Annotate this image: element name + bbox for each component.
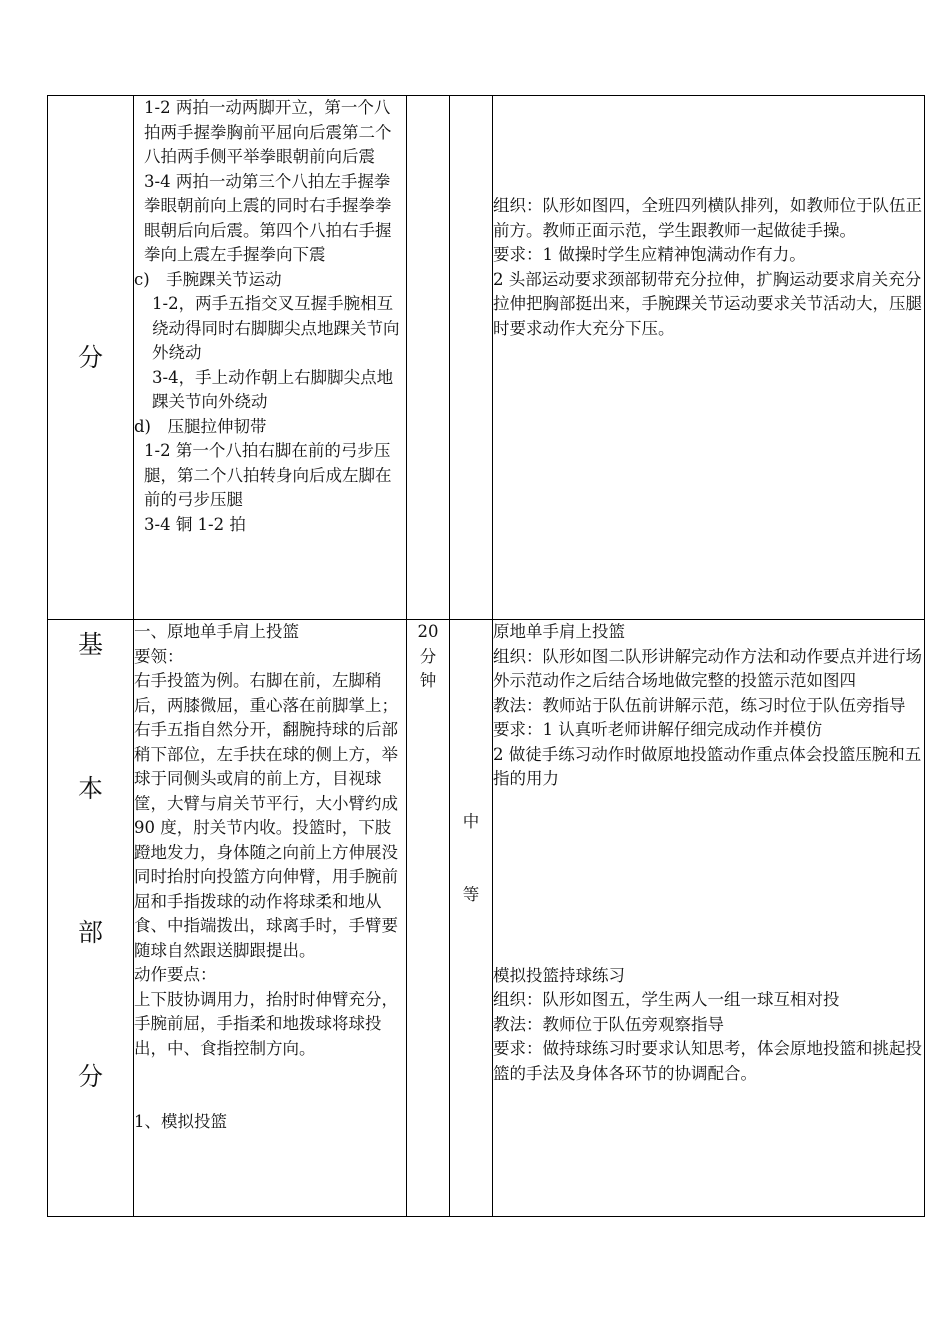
content-cell xyxy=(134,96,407,620)
content-line: 3-4 铜 1-2 拍 xyxy=(144,514,246,534)
org-line: 组织：队形如图五，学生两人一组一球互相对投 xyxy=(493,990,840,1009)
lesson-plan-table xyxy=(47,95,925,1217)
section-char: 基 xyxy=(77,630,103,659)
section-cell xyxy=(48,96,134,620)
content-line: 1-2，两手五指交叉互握手腕相互绕动得同时右脚脚尖点地踝关节向外绕动 xyxy=(152,294,400,362)
table-row xyxy=(48,96,925,620)
section-char: 分 xyxy=(77,1062,103,1091)
time-value: 20 xyxy=(417,622,439,641)
org-line: 教法：教师位于队伍旁观察指导 xyxy=(493,1014,724,1034)
content-cell xyxy=(134,620,407,1217)
content-line: 3-4，手上动作朝上右脚脚尖点地踝关节向外绕动 xyxy=(152,367,394,411)
section-char: 本 xyxy=(77,774,103,803)
time-unit: 钟 xyxy=(419,671,437,690)
org-line: 要求：1 认真听老师讲解仔细完成动作并模仿 xyxy=(493,720,823,739)
org-line: 2 头部运动要求颈部韧带充分拉伸，扩胸运动要求肩关充分拉伸把胸部挺出来，手腕踝关节运动要求关节活动大，压腿时要求动作大充分下压。 xyxy=(493,269,922,338)
time-cell xyxy=(407,620,450,1217)
section-cell xyxy=(48,620,134,1217)
org-line: 组织：队形如图四，全班四列横队排列，如教师位于队伍正前方。教师正面示范，学生跟教师一起做徒手操。 xyxy=(493,196,922,240)
level-cell xyxy=(450,620,493,1217)
org-line: 要求：1 做操时学生应精神饱满动作有力。 xyxy=(493,245,806,264)
content-line: d) 压腿拉伸韧带 xyxy=(134,416,267,436)
level-char: 等 xyxy=(462,884,480,904)
content-line: 上下肢协调用力，抬肘时伸臂充分，手腕前屈，手指柔和地拨球将球投出，中、食指控制方向。 xyxy=(134,989,398,1058)
time-unit: 分 xyxy=(419,646,437,666)
org-line: 要求：做持球练习时要求认知思考，体会原地投篮和挑起投篮的手法及身体各环节的协调配合。 xyxy=(493,1039,922,1083)
content-line: 一、原地单手肩上投篮 xyxy=(134,622,299,641)
content-line: 要领： xyxy=(134,646,184,666)
section-char: 部 xyxy=(77,918,103,947)
organization-cell xyxy=(493,620,925,1217)
table-row xyxy=(48,620,925,1217)
level-cell xyxy=(450,96,493,620)
time-cell xyxy=(407,96,450,620)
content-line: 1-2 两拍一动两脚开立，第一个八拍两手握拳胸前平屈向后震第二个八拍两手侧平举拳眼朝前向后震 xyxy=(144,98,392,166)
org-line: 2 做徒手练习动作时做原地投篮动作重点体会投篮压腕和五指的用力 xyxy=(493,744,922,788)
org-line: 教法：教师站于队伍前讲解示范，练习时位于队伍旁指导 xyxy=(493,695,906,715)
content-line: 1、模拟投篮 xyxy=(134,1112,227,1131)
content-line: c) 手腕踝关节运动 xyxy=(134,269,282,289)
content-line: 3-4 两拍一动第三个八拍左手握拳拳眼朝前向上震的同时右手握拳拳眼朝后向后震。第四个八拍右手握拳向上震左手握拳向下震 xyxy=(144,171,392,264)
org-line: 模拟投篮持球练习 xyxy=(493,965,625,985)
organization-cell xyxy=(493,96,925,620)
org-line: 组织：队形如图二队形讲解完动作方法和动作要点并进行场外示范动作之后结合场地做完整的投篮示范如图四 xyxy=(493,646,922,690)
content-line: 右手投篮为例。右脚在前，左脚稍后，两膝微屈，重心落在前脚掌上；右手五指自然分开，翻腕持球的后部稍下部位，左手扶在球的侧上方，举球于同侧头或肩的前上方，目视球筐，大臂与肩关节平行，大小臂约成 90 度，肘关节内收。投篮时，下肢蹬地发力，身体随之向前上方伸展没同时抬肘向投篮方向伸臂，用手腕前屈和手指拨球的动作将球柔和地从食、中指端拨出，球离手时，手臂要随球自然跟送脚跟提出。 xyxy=(134,671,398,960)
section-char: 分 xyxy=(77,342,103,372)
content-line: 动作要点： xyxy=(134,965,217,984)
content-line: 1-2 第一个八拍右脚在前的弓步压腿，第二个八拍转身向后成左脚在前的弓步压腿 xyxy=(144,441,392,509)
level-char: 中 xyxy=(462,812,480,831)
org-line: 原地单手肩上投篮 xyxy=(493,622,625,641)
